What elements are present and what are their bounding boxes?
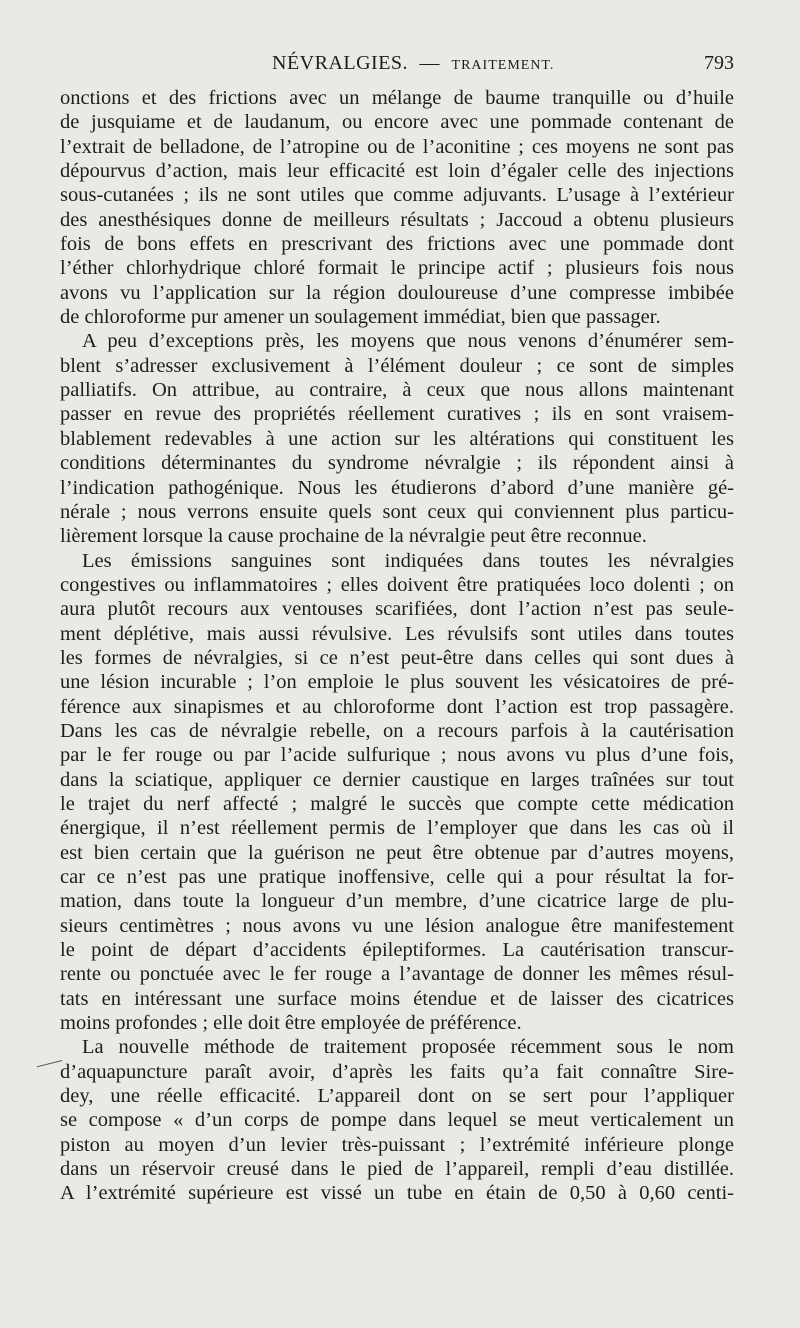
text-line: conditions déterminantes du syndrome névralgie ; ils répondent ainsi à xyxy=(60,452,734,475)
text-line: de jusquiame et de laudanum, ou encore avec une pommade contenant de xyxy=(60,111,734,134)
text-line: piston au moyen d’un levier très-puissant ; l’extrémité inférieure plonge xyxy=(60,1133,734,1156)
running-title xyxy=(272,52,554,75)
text-line: férence aux sinapismes et au chloroforme dont l’action est trop passagère. xyxy=(60,695,734,718)
text-line: rente ou ponctuée avec le fer rouge a l’avantage de donner les mêmes résul- xyxy=(60,963,734,986)
text-line: blent s’adresser exclusivement à l’élément douleur ; ce sont de simples xyxy=(60,354,734,377)
text-line: car ce n’est pas une pratique inoffensive, celle qui a pour résultat la for- xyxy=(60,866,734,888)
text-line: par le fer rouge ou par l’acide sulfurique ; nous avons vu plus d’une fois, xyxy=(60,744,734,767)
text-line: lièrement lorsque la cause prochaine de la névralgie peut être reconnue. xyxy=(60,525,647,548)
text-line: sous-cutanées ; ils ne sont utiles que comme adjuvants. L’usage à l’extérieur xyxy=(60,184,734,207)
text-line: les formes de névralgies, si ce n’est peut-être dans celles qui sont dues à xyxy=(60,646,734,669)
text-line: l’éther chlorhydrique chloré formait le principe actif ; plusieurs fois nous xyxy=(60,257,734,280)
text-line: dans la sciatique, appliquer ce dernier caustique en larges traînées sur tout xyxy=(60,768,734,791)
page-header xyxy=(60,52,734,82)
text-line: le point de départ d’accidents épileptiformes. La cautérisation transcur- xyxy=(60,939,734,962)
text-line: se compose « d’un corps de pompe dans lequel se meut verticalement un xyxy=(60,1109,734,1132)
text-line: est bien certain que la guérison ne peut être obtenue par d’autres moyens, xyxy=(60,841,734,864)
page-number: 793 xyxy=(704,52,734,74)
text-line: aura plutôt recours aux ventouses scarifiées, dont l’action n’est pas seule- xyxy=(60,598,734,621)
text-line: dans un réservoir creusé dans le pied de l’appareil, rempli d’eau distillée. xyxy=(60,1158,734,1181)
section-subtitle: TRAITEMENT. xyxy=(451,58,555,73)
text-line: tats en intéressant une surface moins étendue et de laisser des cicatrices xyxy=(60,987,734,1010)
text-line: ment déplétive, mais aussi révulsive. Les révulsifs sont utiles dans toutes xyxy=(60,622,734,645)
text-line: moins profondes ; elle doit être employée de préférence. xyxy=(60,1012,522,1035)
text-line: le trajet du nerf affecté ; malgré le succès que compte cette médication xyxy=(60,792,734,815)
text-line: l’extrait de belladone, de l’atropine ou de l’aconitine ; ces moyens ne sont pas xyxy=(60,135,734,158)
text-line: sieurs centimètres ; nous avons vu une lésion analogue être manifestement xyxy=(60,914,734,937)
text-line: blablement redevables à une action sur les altérations qui constituent les xyxy=(60,427,734,450)
text-line: congestives ou inflammatoires ; elles doivent être pratiquées loco dolenti ; on xyxy=(60,573,734,596)
text-line: A l’extrémité supérieure est vissé un tube en étain de 0,50 à 0,60 centi- xyxy=(60,1182,734,1205)
chapter-title: NÉVRALGIES. xyxy=(272,52,409,74)
text-line: Dans les cas de névralgie rebelle, on a recours parfois à la cautérisation xyxy=(60,719,734,742)
body-text xyxy=(60,86,734,1206)
text-line: des anesthésiques donne de meilleurs résultats ; Jaccoud a obtenu plusieurs xyxy=(60,208,734,231)
text-line: une lésion incurable ; l’on emploie le plus souvent les vésicatoires de pré- xyxy=(60,671,734,694)
text-line: de chloroforme pur amener un soulagement immédiat, bien que passager. xyxy=(60,306,661,329)
text-line: A peu d’exceptions près, les moyens que nous venons d’énumérer sem- xyxy=(82,330,734,353)
text-line: avons vu l’application sur la région douloureuse d’une compresse imbibée xyxy=(60,281,734,304)
text-line: dey, une réelle efficacité. L’appareil dont on se sert pour l’appliquer xyxy=(60,1085,734,1108)
text-line: énergique, il n’est réellement permis de l’employer que dans les cas où il xyxy=(60,817,734,840)
text-line: fois de bons effets en prescrivant des frictions avec une pommade dont xyxy=(60,233,734,256)
text-line: passer en revue des propriétés réellement curatives ; ils en sont vraisem- xyxy=(60,403,734,426)
text-line: nérale ; nous verrons ensuite quels sont ceux qui conviennent plus particu- xyxy=(60,500,734,523)
title-separator: — xyxy=(419,52,441,74)
text-line: mation, dans toute la longueur d’un membre, d’une cicatrice large de plu- xyxy=(60,890,734,913)
text-line: palliatifs. On attribue, au contraire, à ceux que nous allons maintenant xyxy=(60,379,734,402)
text-line: l’indication pathogénique. Nous les étudierons d’abord d’une manière gé- xyxy=(60,476,734,499)
text-line: onctions et des frictions avec un mélange de baume tranquille ou d’huile xyxy=(60,87,734,109)
text-line: Les émissions sanguines sont indiquées dans toutes les névralgies xyxy=(82,549,734,572)
text-line: dépourvus d’action, mais leur efficacité est loin d’égaler celle des injections xyxy=(60,160,734,183)
text-line: La nouvelle méthode de traitement proposée récemment sous le nom xyxy=(82,1036,734,1059)
text-line: d’aquapuncture paraît avoir, d’après les faits qu’a fait connaître Sire- xyxy=(60,1060,734,1083)
